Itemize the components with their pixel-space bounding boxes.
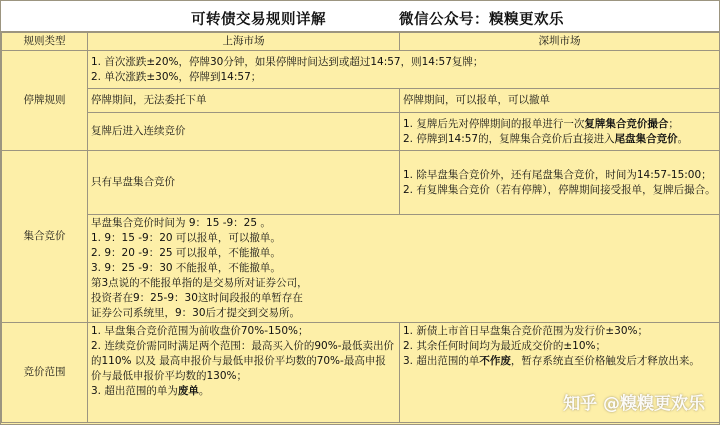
text-span: 3. 超出范围的单为 [91,385,178,397]
range-sz-line: 1. 新债上市首日早盘集合竞价范围为发行价±30%； [403,325,648,337]
bold-text: 尾盘集合竞价 [614,132,678,145]
bold-text: 不作废 [479,355,511,367]
wechat-account: 微信公众号：糗糗更欢乐 [399,12,564,28]
sz-resume-line-2 [403,132,716,147]
table-row [2,151,720,215]
zhihu-watermark: 知乎 @糗糗更欢乐 [563,394,705,414]
header-rule-type: 规则类型 [2,33,88,51]
range-sh-line: 1. 早盘集合竞价范围为前收盘价70%-150%； [91,325,309,337]
auction-line: 投资者在9：25-9：30这时间段报的单暂存在 [91,292,303,304]
halt-sz-resume-cell [400,113,720,151]
auction-line: 2. 9：20 -9：25 可以报单，不能撤单。 [91,247,281,259]
auction-line: 证券公司系统里，9：30后才提交到交易所。 [91,307,301,319]
sz-resume-line-1 [403,117,716,132]
bold-text: 废单 [177,385,199,397]
text-span: ； [668,117,679,130]
auction-sz-cell [400,151,720,215]
halt-rule-line: 2. 单次涨跌±30%，停牌到14:57； [91,70,262,83]
text-span: 。 [198,385,210,397]
table-header-row [2,33,720,51]
rule-type-range: 竞价范围 [2,323,88,423]
text-span: ，暂存系统直至价格触发后才释放出来。 [510,355,700,367]
table-row [2,89,720,113]
text-span: 。 [677,132,689,145]
halt-rule-line: 1. 首次涨跌±20%，停牌30分钟，如果停牌时间达到或超过14:57，则14:57复牌； [91,55,484,68]
bold-text: 复牌集合竞价撮合 [584,117,669,130]
text-span: 1. 复牌后先对停牌期间的报单进行一次 [403,117,585,130]
header-shanghai: 上海市场 [88,33,400,51]
auction-shared-cell [88,215,720,323]
table-row [2,113,720,151]
range-sh-cell [88,323,400,423]
range-sz-line-3 [403,354,716,369]
range-sh-line: 2. 连续竞价需同时满足两个范围：最高买入价的90%-最低卖出价的110% 以及 最高申报价与最低申报价平均数的70%-最高申报价与最低申报价平均数的130%； [91,340,394,382]
auction-line: 1. 9：15 -9：20 可以报单，可以撤单。 [91,232,281,244]
rule-type-halt: 停牌规则 [2,51,88,151]
halt-sh-order-cell: 停牌期间，无法委托下单 [88,89,400,113]
table-row [2,215,720,323]
rule-type-auction: 集合竞价 [2,151,88,323]
halt-sh-resume-cell: 复牌后进入连续竞价 [88,113,400,151]
table-row [2,51,720,89]
halt-sz-order-cell: 停牌期间，可以报单，可以撤单 [400,89,720,113]
auction-line: 早盘集合竞价时间为 9：15 -9：25 。 [91,217,271,229]
auction-line: 第3点说的不能报单指的是交易所对证券公司， [91,277,308,289]
auction-sz-line: 1. 除早盘集合竞价外，还有尾盘集合竞价，时间为14:57-15:00； [403,168,712,181]
auction-sz-line: 2. 有复牌集合竞价（若有停牌），停牌期间接受报单，复牌后撮合。 [403,183,716,196]
range-sz-line: 2. 其余任何时间均为最近成交价的±10%； [403,340,606,352]
document-title: 可转债交易规则详解 [191,12,326,28]
text-span: 3. 超出范围的单 [403,355,480,367]
halt-shared-cell [88,51,720,89]
title-bar [1,1,719,32]
text-span: 2. 停牌到14:57的，复牌集合竞价后直接进入 [403,132,615,145]
rules-table [1,32,720,423]
range-sh-line-3 [91,384,396,399]
auction-line: 3. 9：25 -9：30 不能报单，不能撤单。 [91,262,281,274]
auction-sh-cell: 只有早盘集合竞价 [88,151,400,215]
header-shenzhen: 深圳市场 [400,33,720,51]
